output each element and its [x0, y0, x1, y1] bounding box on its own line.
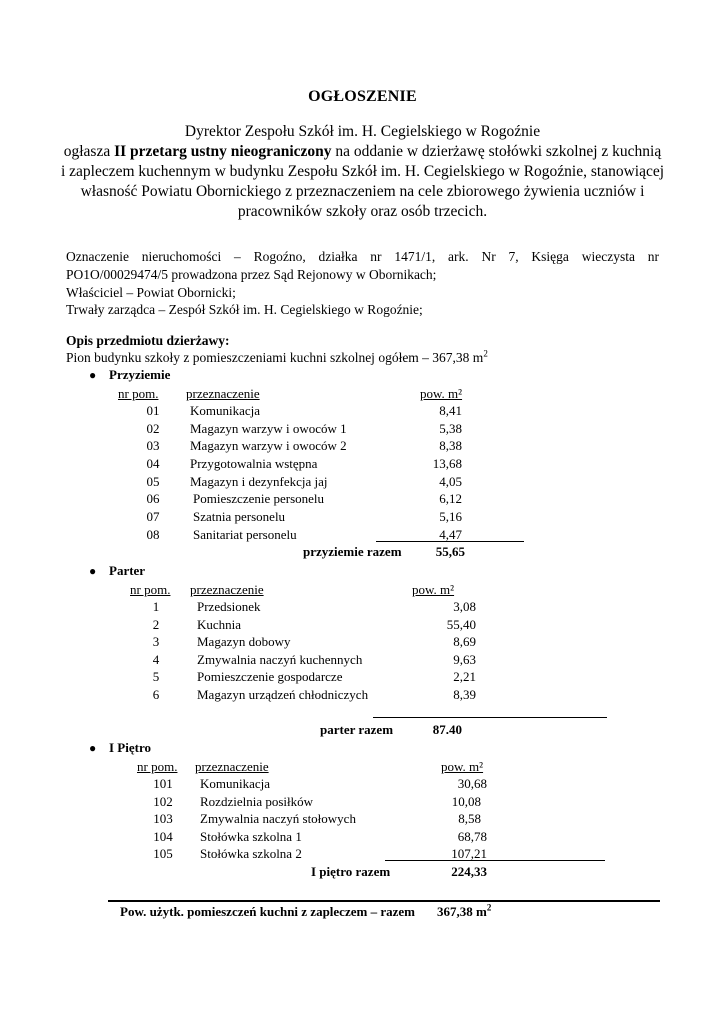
header-purpose: przeznaczenie	[195, 759, 269, 774]
row-purpose: Zmywalnia naczyń stołowych	[200, 811, 356, 826]
row-nr: 4	[152, 652, 160, 667]
subtotal-value: 224,33	[451, 864, 487, 879]
row-nr: 01	[146, 403, 160, 418]
row-area: 4,47	[439, 527, 462, 542]
intro-pre: ogłasza	[63, 143, 115, 160]
row-purpose: Stołówka szkolna 1	[200, 829, 302, 844]
row-area: 68,78	[457, 829, 487, 844]
subtotal-label: I piętro razem	[311, 864, 391, 879]
row-area: 55,40	[446, 617, 476, 632]
row-purpose: Rozdzielnia posiłków	[200, 794, 314, 809]
intro-rest: na oddanie w dzierżawę stołówki szkolnej z kuchnią i zapleczem kuchennym w budynku Zespołu Szkół im. H. Cegielskiego w Rogoźnie, stanowiącej własność Powiatu Obornickiego z przeznaczeniem na cele zbiorowego żywienia uczniów i pracowników szkoły oraz osób trzecich.	[60, 143, 665, 220]
subtotal-rule	[385, 860, 605, 861]
row-purpose: Sanitariat personelu	[193, 527, 297, 542]
summary-text: Pion budynku szkoły z pomieszczeniami kuchni szkolnej ogółem – 367,38 m	[66, 350, 484, 365]
row-purpose: Magazyn dobowy	[197, 634, 291, 649]
row-area: 107,21	[451, 846, 487, 861]
grand-total-value	[437, 904, 491, 920]
subtotal-rule	[373, 717, 607, 718]
section-title-parter: Parter	[109, 563, 146, 578]
row-nr: 3	[152, 634, 160, 649]
intro-paragraph	[60, 122, 665, 222]
row-area: 8,38	[439, 438, 462, 453]
subtotal-value: 55,65	[435, 544, 465, 559]
section-title-przyziemie: Przyziemie	[109, 367, 171, 382]
row-area: 4,05	[439, 474, 462, 489]
row-nr: 04	[146, 456, 160, 471]
row-purpose: Komunikacja	[190, 403, 261, 418]
description-summary	[66, 349, 659, 367]
subtotal-label: przyziemie razem	[303, 544, 402, 559]
grand-total-rule	[108, 900, 660, 902]
row-purpose: Magazyn warzyw i owoców 2	[190, 438, 347, 453]
property-line-1: Oznaczenie nieruchomości – Rogoźno, działka nr 1471/1, ark. Nr 7, Księga wieczysta nr	[66, 249, 659, 264]
grand-total-sup: 2	[486, 902, 492, 913]
row-area: 9,63	[453, 652, 476, 667]
header-purpose: przeznaczenie	[186, 386, 260, 401]
row-purpose: Kuchnia	[197, 617, 242, 632]
row-nr: 03	[146, 438, 160, 453]
row-nr: 06	[146, 491, 160, 506]
summary-sup: 2	[483, 348, 488, 359]
subtotal-rule	[376, 541, 524, 542]
row-nr: 103	[153, 811, 173, 826]
row-purpose: Komunikacja	[200, 776, 271, 791]
row-nr: 02	[146, 421, 160, 436]
row-purpose: Zmywalnia naczyń kuchennych	[197, 652, 363, 667]
row-nr: 5	[152, 669, 160, 684]
row-purpose: Pomieszczenie personelu	[193, 491, 325, 506]
row-nr: 105	[153, 846, 173, 861]
row-purpose: Magazyn warzyw i owoców 1	[190, 421, 347, 436]
row-purpose: Magazyn urządzeń chłodniczych	[197, 687, 369, 702]
row-purpose: Szatnia personelu	[193, 509, 286, 524]
header-area: pow. m²	[441, 759, 484, 774]
row-nr: 2	[152, 617, 160, 632]
row-area: 3,08	[453, 599, 476, 614]
row-area: 8,69	[453, 634, 476, 649]
intro-body	[60, 142, 665, 222]
subtotal-label: parter razem	[320, 722, 394, 737]
row-area: 30,68	[457, 776, 487, 791]
subtotal-value: 87.40	[432, 722, 462, 737]
row-area: 8,39	[453, 687, 476, 702]
row-nr: 102	[153, 794, 173, 809]
bullet-icon: ●	[89, 564, 97, 578]
grand-total-number: 367,38 m	[437, 904, 487, 919]
page-title: OGŁOSZENIE	[308, 88, 417, 105]
row-area: 5,16	[439, 509, 462, 524]
row-nr: 08	[146, 527, 160, 542]
row-area: 10,08	[451, 794, 481, 809]
intro-bold: II przetarg ustny nieograniczony	[114, 143, 332, 160]
header-area: pow. m²	[420, 386, 463, 401]
header-area: pow. m²	[412, 582, 455, 597]
bullet-icon: ●	[89, 741, 97, 755]
owner-line: Właściciel – Powiat Obornicki;	[66, 285, 236, 300]
property-line-2: PO1O/00029474/5 prowadzona przez Sąd Rejonowy w Obornikach;	[66, 267, 437, 282]
grand-total-label: Pow. użytk. pomieszczeń kuchni z zapleczem – razem	[120, 904, 415, 919]
header-purpose: przeznaczenie	[190, 582, 264, 597]
row-area: 5,38	[439, 421, 462, 436]
row-nr: 101	[153, 776, 173, 791]
description-heading: Opis przedmiotu dzierżawy:	[66, 333, 230, 348]
row-purpose: Przygotowalnia wstępna	[190, 456, 318, 471]
section-title-pietro: I Piętro	[109, 740, 151, 755]
header-nr: nr pom.	[137, 759, 178, 774]
manager-line: Trwały zarządca – Zespół Szkół im. H. Cegielskiego w Rogoźnie;	[66, 302, 423, 317]
header-nr: nr pom.	[118, 386, 159, 401]
row-nr: 05	[146, 474, 160, 489]
bullet-icon: ●	[89, 368, 97, 382]
row-purpose: Stołówka szkolna 2	[200, 846, 302, 861]
row-purpose: Pomieszczenie gospodarcze	[197, 669, 343, 684]
intro-line-1: Dyrektor Zespołu Szkół im. H. Cegielskiego w Rogoźnie	[184, 123, 541, 140]
row-purpose: Magazyn i dezynfekcja jaj	[190, 474, 328, 489]
row-nr: 6	[152, 687, 160, 702]
row-area: 13,68	[432, 456, 462, 471]
row-area: 8,58	[458, 811, 481, 826]
row-nr: 104	[153, 829, 173, 844]
row-area: 8,41	[439, 403, 462, 418]
row-area: 6,12	[439, 491, 462, 506]
row-area: 2,21	[453, 669, 476, 684]
row-purpose: Przedsionek	[197, 599, 261, 614]
row-nr: 07	[146, 509, 160, 524]
header-nr: nr pom.	[130, 582, 171, 597]
row-nr: 1	[152, 599, 160, 614]
